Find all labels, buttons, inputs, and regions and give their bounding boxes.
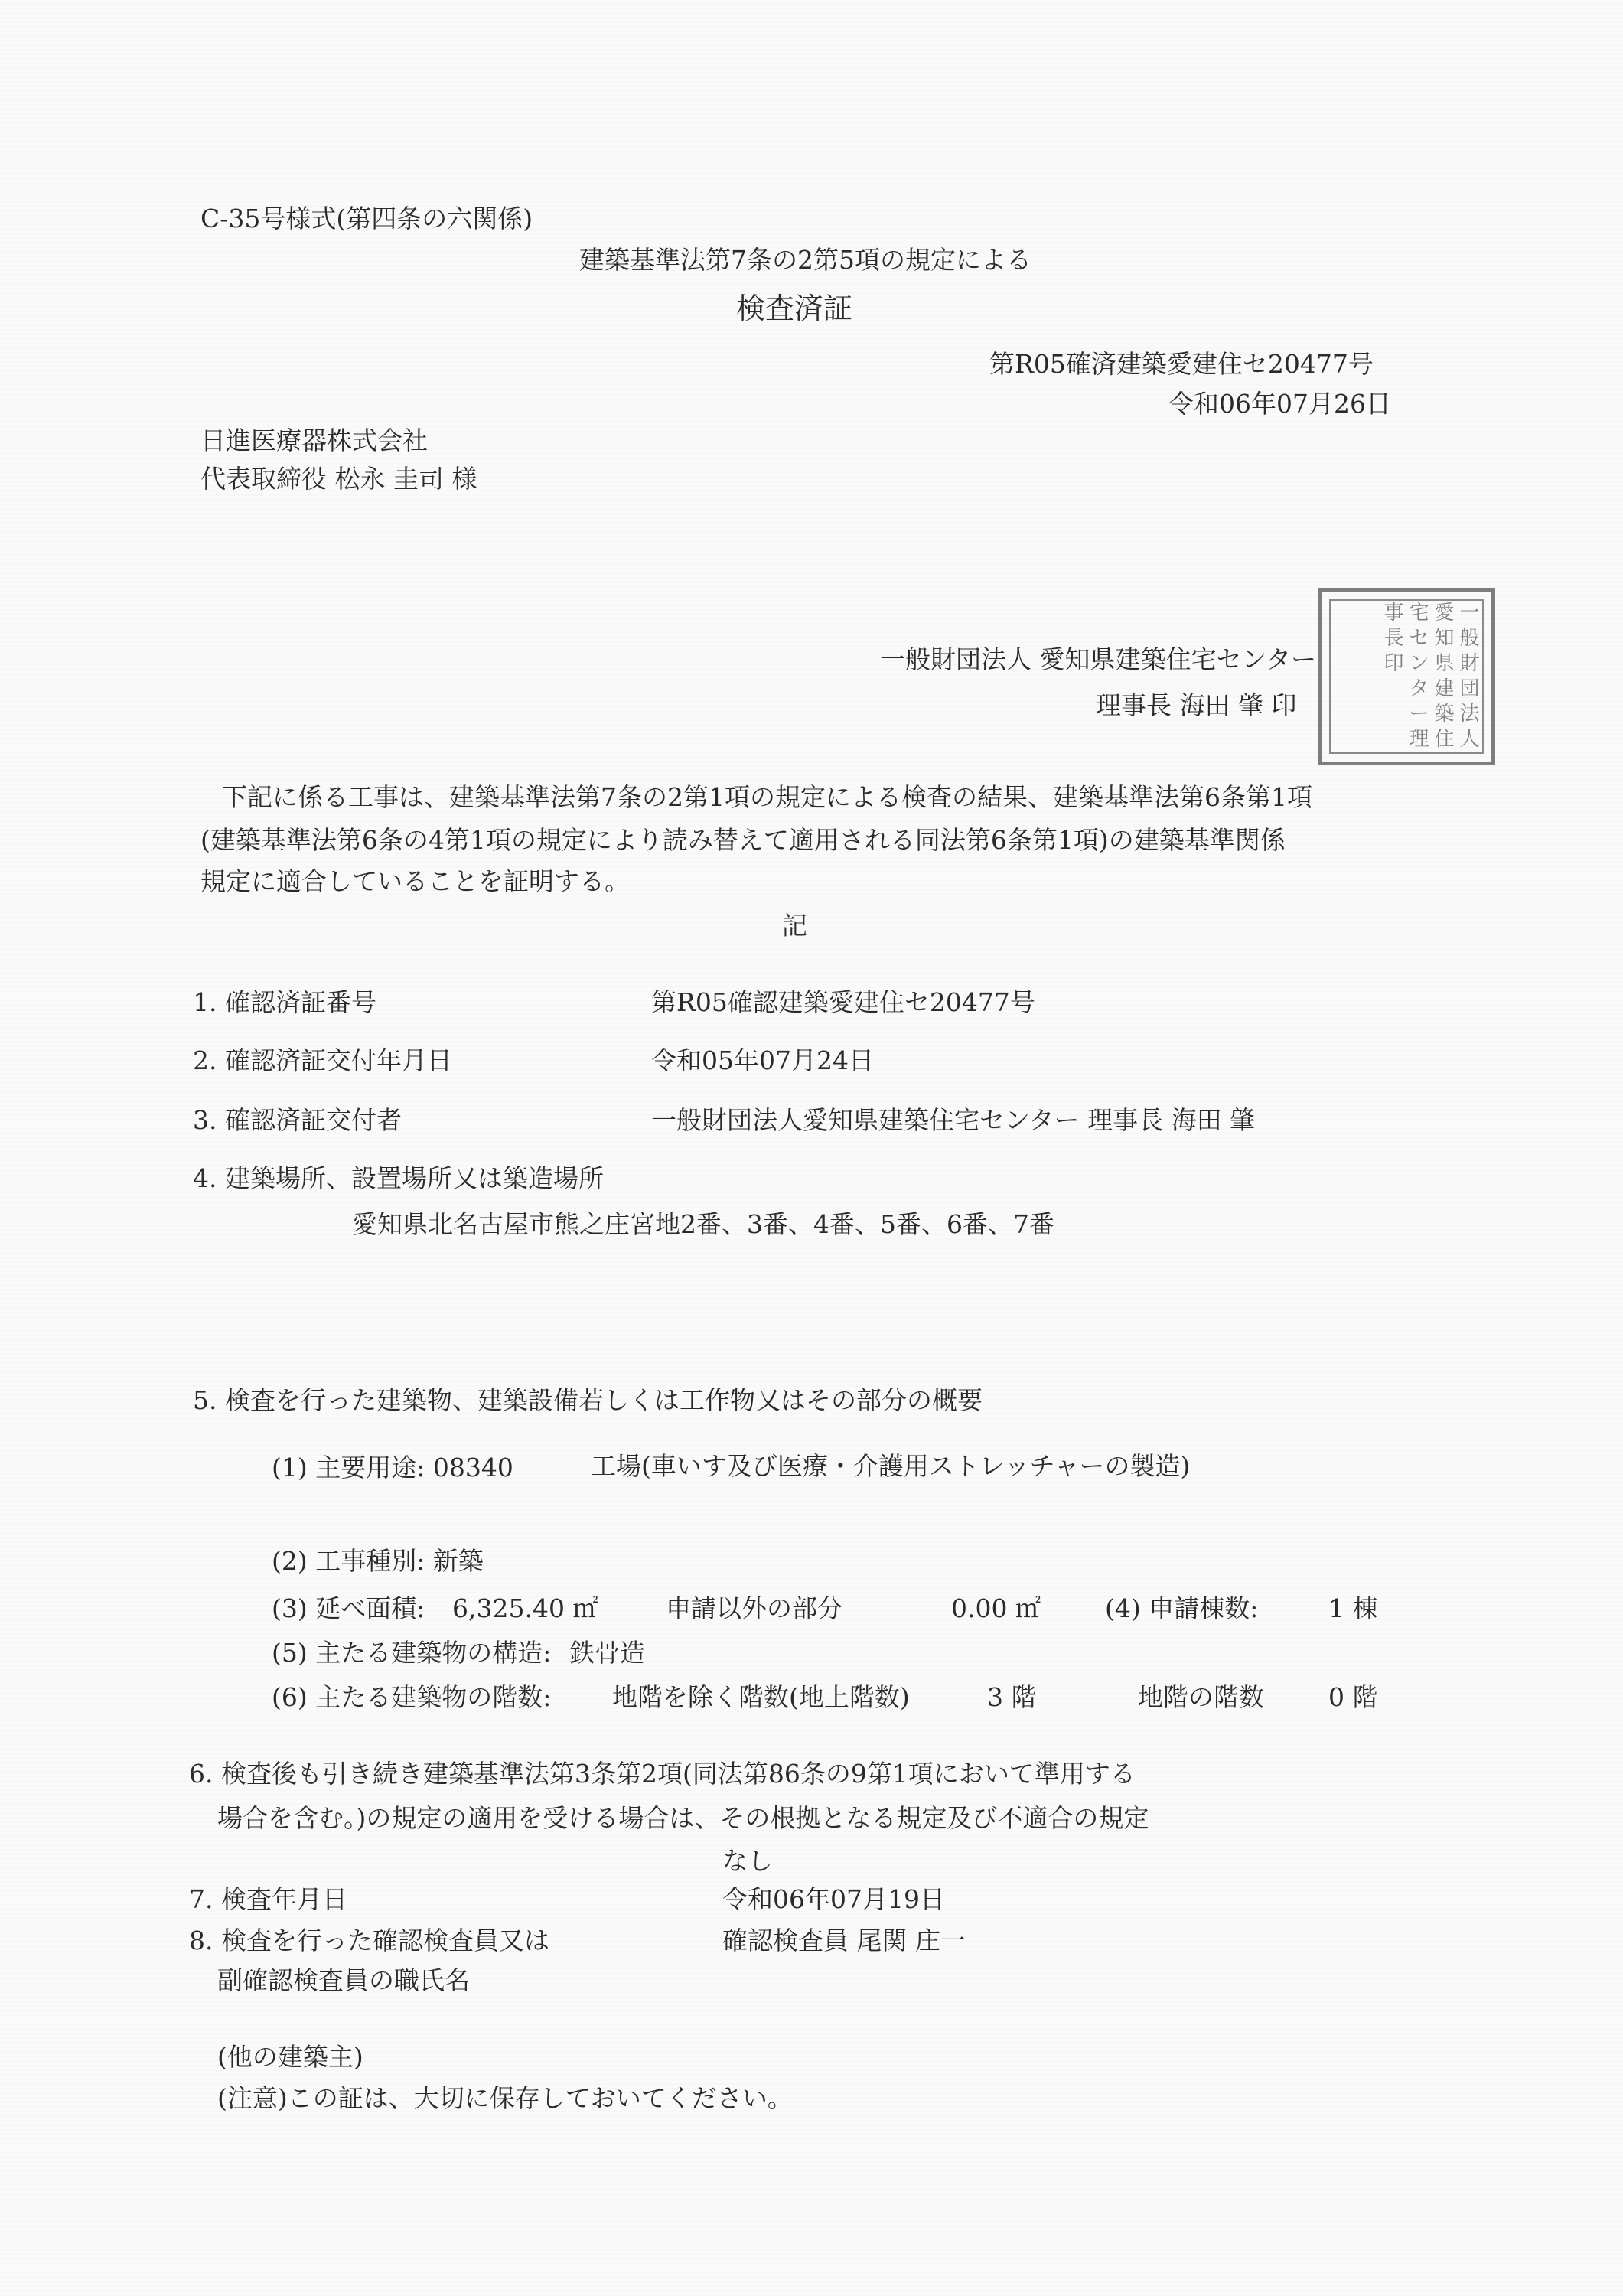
seal-glyph (1331, 727, 1356, 752)
item-3-label: 3. 確認済証交付者 (193, 1105, 402, 1135)
seal-glyph: 長 (1383, 627, 1404, 650)
seal-glyph (1356, 626, 1381, 651)
seal-glyph: 県 (1434, 652, 1455, 675)
seal-glyph (1356, 727, 1381, 752)
seal-glyph (1331, 677, 1356, 702)
seal-glyph (1331, 601, 1356, 626)
form-number: C-35号様式(第四条の六関係) (200, 204, 533, 233)
item-6-line-1: 6. 検査後も引き続き建築基準法第3条第2項(同法第86条の9第1項において準用する (189, 1759, 1136, 1789)
seal-glyph (1381, 727, 1406, 752)
certificate-number: 第R05確済建築愛建住セ20477号 (989, 349, 1374, 379)
sub-3-other-value: 0.00 ㎡ (951, 1593, 1041, 1623)
body-line-3: 規定に適合していることを証明する。 (200, 866, 630, 896)
seal-glyph: 愛 (1434, 602, 1455, 625)
seal-glyph: セ (1409, 627, 1429, 650)
sub-3-value: 6,325.40 ㎡ (452, 1593, 598, 1623)
sub-4-label: (4) 申請棟数: (1105, 1593, 1259, 1623)
seal-glyph: 宅 (1409, 602, 1429, 625)
sub-6-below-label: 地階の階数 (1138, 1682, 1264, 1712)
seal-glyph: タ (1409, 677, 1429, 700)
seal-glyph: 知 (1434, 627, 1455, 650)
seal-glyph (1356, 601, 1381, 626)
sub-6-above-label: 地階を除く階数(地上階数) (612, 1682, 910, 1712)
seal-glyph (1381, 677, 1406, 702)
sub-2-label: (2) 工事種別: 新築 (272, 1546, 484, 1576)
seal-glyph (1356, 702, 1381, 727)
sub-6-label: (6) 主たる建築物の階数: (272, 1682, 552, 1712)
addressee-representative: 代表取締役 松永 圭司 様 (200, 464, 477, 494)
seal-glyph (1331, 651, 1356, 677)
issuer-organization: 一般財団法人 愛知県建築住宅センター (880, 644, 1317, 674)
seal-glyph: 築 (1434, 703, 1455, 726)
seal-glyph: 事 (1383, 602, 1404, 625)
seal-glyph: 建 (1434, 677, 1455, 700)
item-8-value: 確認検査員 尾関 庄一 (722, 1926, 966, 1955)
item-3-value: 一般財団法人愛知県建築住宅センター 理事長 海田 肇 (651, 1105, 1256, 1135)
item-2-value: 令和05年07月24日 (651, 1045, 874, 1075)
seal-glyph: 法 (1459, 703, 1480, 726)
ki-heading: 記 (782, 911, 807, 941)
item-4-label: 4. 建築場所、設置場所又は築造場所 (193, 1163, 604, 1193)
sub-4-value: 1 棟 (1328, 1593, 1378, 1623)
item-6-line-2: 場合を含む。)の規定の適用を受ける場合は、その根拠となる規定及び不適合の規定 (217, 1803, 1149, 1833)
item-7-label: 7. 検査年月日 (189, 1884, 347, 1914)
sub-3-label: (3) 延べ面積: (272, 1593, 425, 1623)
sub-3-other-label: 申請以外の部分 (666, 1593, 842, 1623)
item-8-label-2: 副確認検査員の職氏名 (217, 1965, 470, 1995)
seal-glyph (1356, 677, 1381, 702)
seal-glyph: 団 (1459, 677, 1480, 700)
item-5-label: 5. 検査を行った建築物、建築設備若しくは工作物又はその部分の概要 (193, 1385, 983, 1415)
seal-glyph: ー (1409, 703, 1429, 726)
issuer-person: 理事長 海田 肇 印 (1096, 690, 1297, 720)
seal-glyph (1331, 626, 1356, 651)
seal-glyph: 印 (1383, 652, 1404, 675)
seal-glyph: 般 (1459, 627, 1480, 650)
legal-basis: 建築基準法第7条の2第5項の規定による (579, 245, 1031, 275)
other-owner: (他の建築主) (217, 2042, 363, 2072)
sub-6-above-value: 3 階 (987, 1682, 1037, 1712)
seal-glyph (1331, 702, 1356, 727)
seal-glyph: 財 (1459, 652, 1480, 675)
body-line-2: (建築基準法第6条の4第1項の規定により読み替えて適用される同法第6条第1項)の建築基準関係 (200, 825, 1286, 855)
issue-date: 令和06年07月26日 (1168, 389, 1391, 419)
item-6-value: なし (722, 1846, 773, 1876)
item-2-label: 2. 確認済証交付年月日 (193, 1045, 452, 1075)
item-1-value: 第R05確認建築愛建住セ20477号 (651, 987, 1035, 1017)
item-7-value: 令和06年07月19日 (722, 1884, 945, 1914)
seal-glyph (1381, 702, 1406, 727)
seal-glyph (1356, 651, 1381, 677)
seal-glyph: 人 (1459, 728, 1480, 751)
sub-6-below-value: 0 階 (1328, 1682, 1378, 1712)
official-seal (1318, 588, 1495, 765)
seal-glyph: 住 (1434, 728, 1455, 751)
sub-5-label: (5) 主たる建築物の構造: (272, 1638, 552, 1668)
seal-glyph: 理 (1409, 728, 1429, 751)
document-title: 検査済証 (736, 292, 853, 325)
addressee-company: 日進医療器株式会社 (200, 426, 428, 455)
sub-1-value: 工場(車いす及び医療・介護用ストレッチャーの製造) (591, 1451, 1191, 1481)
item-4-value: 愛知県北名古屋市熊之庄宮地2番、3番、4番、5番、6番、7番 (352, 1209, 1054, 1239)
body-line-1: 下記に係る工事は、建築基準法第7条の2第1項の規定による検査の結果、建築基準法第6条第1項 (222, 782, 1312, 812)
seal-glyph: ン (1409, 652, 1429, 675)
item-1-label: 1. 確認済証番号 (193, 987, 376, 1017)
storage-note: (注意)この証は、大切に保存しておいてください。 (217, 2083, 793, 2113)
sub-5-value: 鉄骨造 (569, 1638, 645, 1668)
seal-glyph: 一 (1459, 602, 1480, 625)
item-8-label-1: 8. 検査を行った確認検査員又は (189, 1926, 549, 1955)
sub-1-label: (1) 主要用途: 08340 (272, 1453, 513, 1482)
